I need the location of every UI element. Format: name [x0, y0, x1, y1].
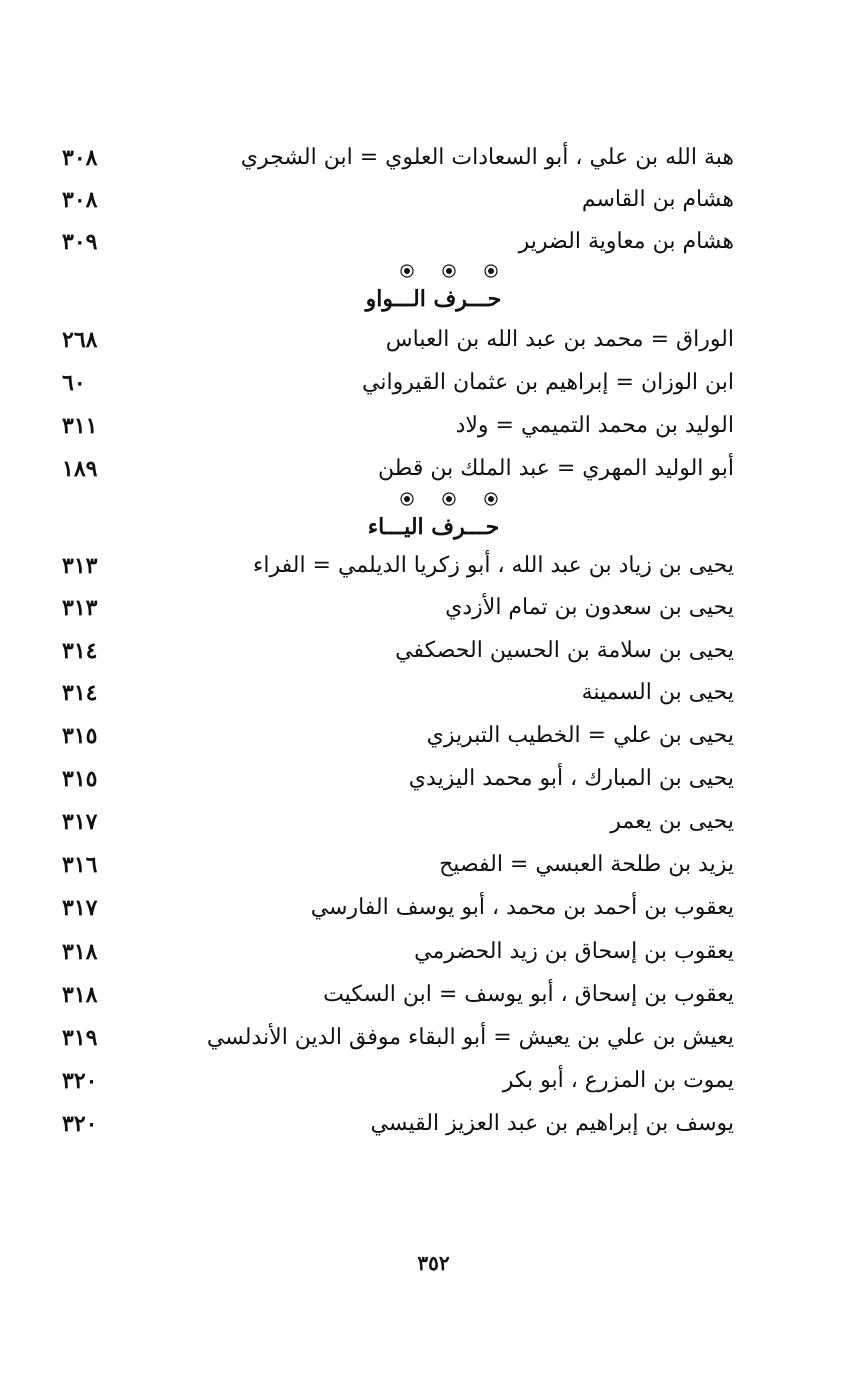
entry-page: ٢٦٨	[62, 327, 98, 353]
index-entry	[0, 932, 867, 972]
index-entry	[0, 888, 867, 928]
index-entry	[0, 138, 867, 178]
entry-name: يعقوب بن إسحاق ، أبو يوسف = ابن السكيت	[323, 982, 734, 1007]
entry-page: ٣١٤	[62, 680, 98, 706]
index-entry	[0, 1018, 867, 1058]
entry-name: يحيى بن المبارك ، أبو محمد اليزيدي	[408, 766, 734, 791]
entry-name: الوليد بن محمد التميمي = ولاد	[455, 413, 734, 438]
entry-page: ٣١٥	[62, 723, 98, 749]
index-entry	[0, 546, 867, 586]
index-entry	[0, 406, 867, 446]
entry-name: هشام بن القاسم	[581, 187, 734, 212]
entry-page: ٣١٣	[62, 595, 98, 621]
entry-name: يوسف بن إبراهيم بن عبد العزيز القيسي	[370, 1111, 734, 1136]
entry-name: يحيى بن سلامة بن الحسين الحصكفي	[395, 638, 734, 663]
index-entry	[0, 1061, 867, 1101]
entry-name: هبة الله بن علي ، أبو السعادات العلوي = ابن الشجري	[240, 145, 734, 170]
entry-name: يحيى بن يعمر	[610, 809, 734, 834]
entry-name: يحيى بن علي = الخطيب التبريزي	[426, 723, 734, 748]
entry-page: ٣١٦	[62, 852, 98, 878]
entry-name: يحيى بن سعدون بن تمام الأزدي	[445, 595, 734, 620]
ornament-icon	[395, 262, 505, 280]
section-title: حـــرف اليـــاء	[367, 514, 500, 540]
index-entry	[0, 802, 867, 842]
index-entry	[0, 588, 867, 628]
section-title: حـــرف الـــواو	[365, 286, 502, 312]
entry-name: يحيى بن السمينة	[581, 680, 734, 705]
index-entry	[0, 975, 867, 1015]
entry-page: ٣١٧	[62, 809, 98, 835]
entry-page: ٣٠٩	[62, 229, 98, 255]
entry-page: ٣١٨	[62, 982, 98, 1008]
entry-name: يعيش بن علي بن يعيش = أبو البقاء موفق الدين الأندلسي	[206, 1025, 734, 1050]
entry-page: ٦٠	[62, 370, 86, 396]
index-entry	[0, 759, 867, 799]
page-number: ٣٥٢	[417, 1251, 450, 1275]
entry-name: ابن الوزان = إبراهيم بن عثمان القيرواني	[362, 370, 734, 395]
index-entry	[0, 673, 867, 713]
entry-page: ٣١٥	[62, 766, 98, 792]
entry-page: ٣١٣	[62, 553, 98, 579]
entry-page: ٣١٨	[62, 939, 98, 965]
entry-page: ٣٠٨	[62, 145, 98, 171]
entry-page: ٣٠٨	[62, 187, 98, 213]
entry-name: يموت بن المزرع ، أبو بكر	[502, 1068, 734, 1093]
entry-page: ٣١٧	[62, 895, 98, 921]
index-entry	[0, 631, 867, 671]
index-entry	[0, 449, 867, 489]
index-entry	[0, 363, 867, 403]
entry-name: يعقوب بن إسحاق بن زيد الحضرمي	[414, 939, 734, 964]
entry-name: يعقوب بن أحمد بن محمد ، أبو يوسف الفارسي	[310, 895, 734, 920]
entry-name: يحيى بن زياد بن عبد الله ، أبو زكريا الديلمي = الفراء	[253, 553, 734, 578]
index-entry	[0, 845, 867, 885]
entry-page: ٣١١	[62, 413, 98, 439]
index-entry	[0, 222, 867, 262]
entry-name: هشام بن معاوية الضرير	[518, 229, 734, 254]
index-entry	[0, 716, 867, 756]
entry-page: ٣١٩	[62, 1025, 98, 1051]
entry-name: الوراق = محمد بن عبد الله بن العباس	[385, 327, 734, 352]
ornament-icon	[395, 490, 505, 508]
entry-name: يزيد بن طلحة العبسي = الفصيح	[439, 852, 734, 877]
entry-page: ٣١٤	[62, 638, 98, 664]
entry-page: ٣٢٠	[62, 1111, 98, 1137]
entry-name: أبو الوليد المهري = عبد الملك بن قطن	[378, 456, 734, 481]
index-entry	[0, 1104, 867, 1144]
index-entry	[0, 320, 867, 360]
index-entry	[0, 180, 867, 220]
section-header-waw	[0, 262, 867, 322]
section-header-ya	[0, 490, 867, 550]
entry-page: ٣٢٠	[62, 1068, 98, 1094]
entry-page: ١٨٩	[62, 456, 98, 482]
